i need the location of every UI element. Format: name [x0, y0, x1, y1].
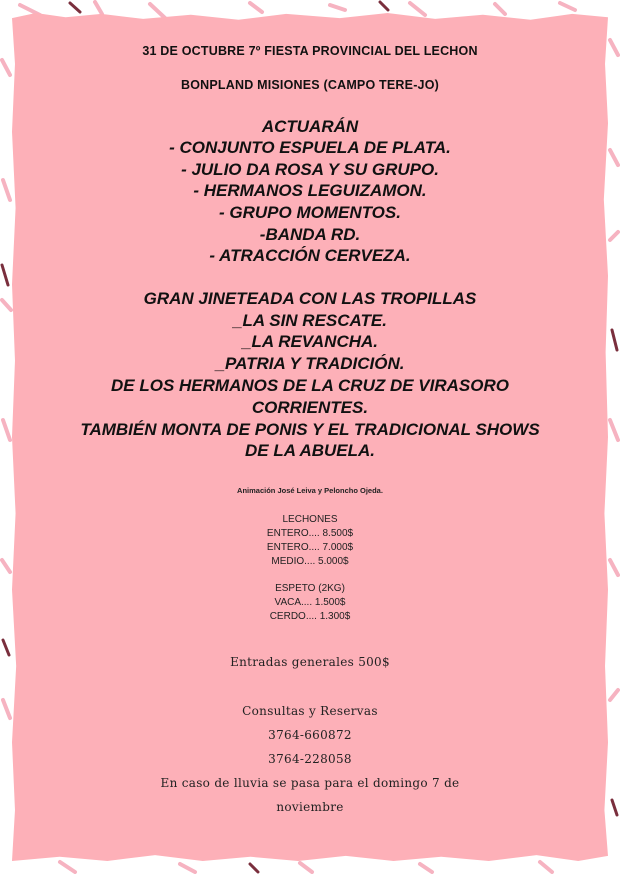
lineup-item: - HERMANOS LEGUIZAMON.: [193, 181, 427, 200]
lineup-item: - JULIO DA ROSA Y SU GRUPO.: [181, 160, 439, 179]
price-item: ENTERO.... 7.000$: [266, 542, 354, 553]
rain-notice-date: noviembre: [276, 800, 344, 814]
consultas-title: Consultas y Reservas: [242, 704, 378, 718]
lineup-title: ACTUARÁN: [261, 117, 359, 136]
jineteada-line: CORRIENTES.: [251, 398, 369, 417]
phone-number: 3764-228058: [268, 752, 352, 766]
jineteada-line: DE LA ABUELA.: [244, 441, 375, 460]
price-item: MEDIO.... 5.000$: [271, 556, 349, 567]
event-title: 31 DE OCTUBRE 7º FIESTA PROVINCIAL DEL LECHON: [142, 44, 478, 58]
event-location: BONPLAND MISIONES (CAMPO TERE-JO): [181, 78, 439, 92]
lineup-item: - CONJUNTO ESPUELA DE PLATA.: [169, 138, 451, 157]
jineteada-line: _LA REVANCHA.: [241, 332, 378, 351]
jineteada-line: DE LOS HERMANOS DE LA CRUZ DE VIRASORO: [111, 376, 509, 395]
lineup-item: -BANDA RD.: [259, 225, 361, 244]
jineteada-line: _PATRIA Y TRADICIÓN.: [215, 354, 405, 373]
rain-notice: En caso de lluvia se pasa para el domingo 7 de: [160, 776, 460, 790]
espeto-title: ESPETO (2KG): [275, 583, 345, 594]
lechones-title: LECHONES: [282, 514, 338, 525]
lineup-item: - ATRACCIÓN CERVEZA.: [209, 246, 411, 265]
animacion-credit: Animación José Leiva y Peloncho Ojeda.: [237, 486, 383, 495]
phone-number: 3764-660872: [268, 728, 352, 742]
price-item: ENTERO.... 8.500$: [266, 528, 354, 539]
jineteada-line: TAMBIÉN MONTA DE PONIS Y EL TRADICIONAL SHOWS: [80, 420, 540, 439]
jineteada-line: _LA SIN RESCATE.: [233, 311, 387, 330]
jineteada-line: GRAN JINETEADA CON LAS TROPILLAS: [143, 289, 477, 308]
price-item: VACA.... 1.500$: [274, 597, 346, 608]
lineup-item: - GRUPO MOMENTOS.: [219, 203, 401, 222]
price-item: CERDO.... 1.300$: [269, 611, 351, 622]
entradas-text: Entradas generales 500$: [230, 655, 390, 669]
